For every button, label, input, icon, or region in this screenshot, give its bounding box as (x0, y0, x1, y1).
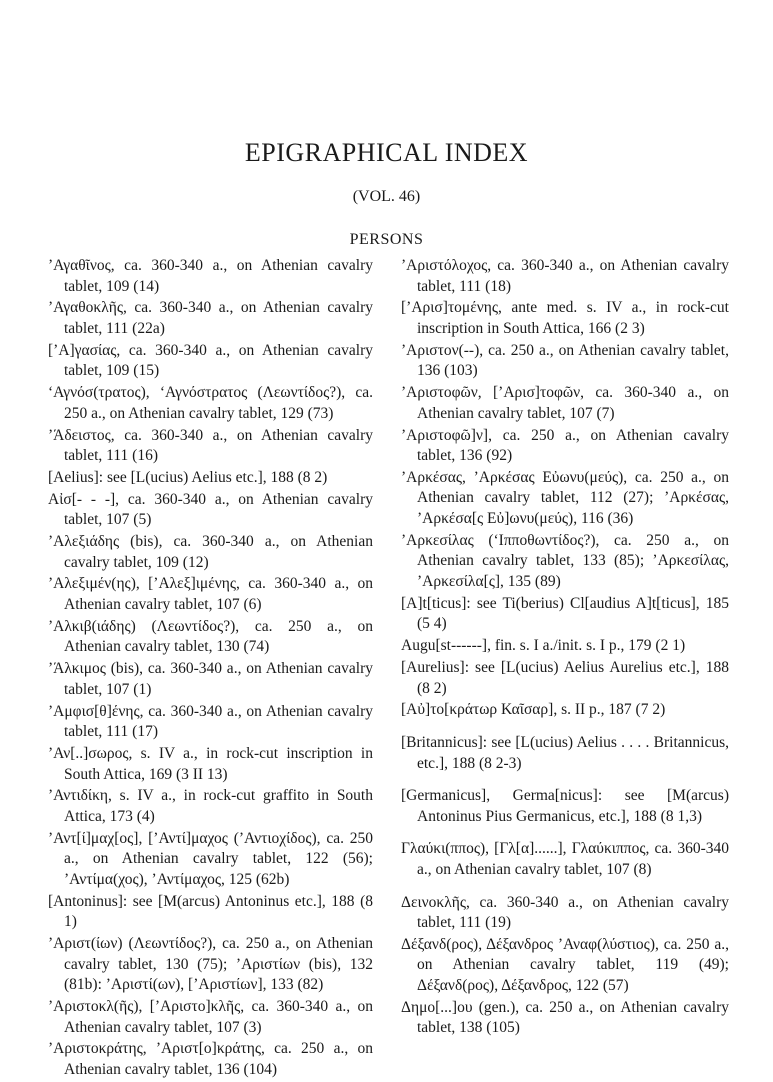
index-entry: ʼΑριστοφῶν, [ʼΑρισ]τοφῶν, ca. 360-340 a., on Athenian cavalry tablet, 107 (7) (401, 384, 729, 422)
volume-label: (VOL. 46) (352, 188, 421, 205)
index-entry: ʼΑλεξιμέν(ης), [ʼΑλεξ]ιμένης, ca. 360-340 a., on Athenian cavalry tablet, 107 (6) (48, 575, 373, 613)
page-title: EPIGRAPHICAL INDEX (244, 138, 529, 167)
index-entry: Δημο[...]ου (gen.), ca. 250 a., on Athenian cavalry tablet, 138 (105) (401, 998, 729, 1037)
index-entry: Αἰσ[- - -], ca. 360-340 a., on Athenian cavalry tablet, 107 (5) (48, 490, 373, 529)
index-entry: Δέξανδ(ρος), Δέξανδρος ʼΑναφ(λύστιος), ca. 250 a., on Athenian cavalry tablet, 119 (49); Δέξανδ(ρος), Δέξανδρος, 122 (57) (401, 935, 729, 995)
index-entry: [Antoninus]: see [M(arcus) Antoninus etc.], 188 (8 1) (48, 892, 373, 931)
index-entry: ʼΑριστοκλ(ῆς), [ʼΑριστο]κλῆς, ca. 360-340 a., on Athenian cavalry tablet, 107 (3) (48, 997, 373, 1036)
index-entry: ʼΑρκεσίλας (ʻΙπποθωντίδος?), ca. 250 a., on Athenian cavalry tablet, 133 (85); ʼΑρκεσίλας, ʼΑρκεσίλα[ς], 135 (89) (401, 531, 729, 591)
index-entry: ʼΑλκιβ(ιάδης) (Λεωντίδος?), ca. 250 a., on Athenian cavalry tablet, 130 (74) (48, 617, 373, 656)
index-entry: ʼΑριστον(--), ca. 250 a., on Athenian cavalry tablet, 136 (103) (401, 341, 729, 380)
index-entry: ʼΑμφισ[θ]ένης, ca. 360-340 a., on Athenian cavalry tablet, 111 (17) (48, 702, 373, 741)
index-entry: ʼΆδειστος, ca. 360-340 a., on Athenian cavalry tablet, 111 (16) (48, 426, 373, 465)
index-entry: ʻΑγνόσ(τρατος), ʻΑγνόστρατος (Λεωντίδος?), ca. 250 a., on Athenian cavalry tablet, 129 (73) (48, 384, 373, 422)
index-entry: Δεινοκλῆς, ca. 360-340 a., on Athenian cavalry tablet, 111 (19) (401, 893, 729, 932)
index-entry: [Germanicus], Germa[nicus]: see [M(arcus) Antoninus Pius Germanicus, etc.], 188 (8 1,3) (401, 787, 729, 825)
index-entry: ʼΑρκέσας, ʼΑρκέσας Εὐωνυ(μεύς), ca. 250 a., on Athenian cavalry tablet, 112 (27); ʼΑρκέσας, ʼΑρκέσα[ς Εὐ]ωνυ(μεύς), 116 (36) (401, 468, 729, 528)
index-entry: [ʼΑρισ]τομένης, ante med. s. IV a., in rock-cut inscription in South Attica, 166 (2 3) (401, 299, 729, 337)
index-entry: ʼΑντ[ί]μαχ[ος], [ʼΑντί]μαχος (ʼΑντιοχίδος), ca. 250 a., on Athenian cavalry tablet, 122 (56); ʼΑντίμα(χος), ʼΑντίμαχος, 125 (62b) (48, 829, 373, 888)
index-entry: ʼΑλεξιάδης (bis), ca. 360-340 a., on Athenian cavalry tablet, 109 (12) (48, 533, 373, 571)
right-column (401, 256, 729, 1040)
index-entry: ʼΑριστ(ίων) (Λεωντίδος?), ca. 250 a., on Athenian cavalry tablet, 130 (75); ʼΑριστίων (bis), 132 (81b): ʼΑριστί(ων), [ʼΑριστίων], 133 (82) (48, 935, 373, 994)
index-entry: [A]t[ticus]: see Ti(berius) Cl[audius A]t[ticus], 185 (5 4) (401, 594, 729, 633)
index-entry: ʼΑγαθῖνος, ca. 360-340 a., on Athenian cavalry tablet, 109 (14) (48, 257, 373, 295)
index-entry: [Britannicus]: see [L(ucius) Aelius . . . . Britannicus, etc.], 188 (8 2-3) (401, 733, 729, 772)
index-entry: [ʼΑ]γασίας, ca. 360-340 a., on Athenian cavalry tablet, 109 (15) (48, 341, 373, 380)
section-heading: PERSONS (349, 231, 424, 248)
index-entry: Γλαύκι(ππος), [Γλ[α]......], Γλαύκιππος, ca. 360-340 a., on Athenian cavalry tablet, 107 (8) (401, 840, 729, 878)
index-entry: ʼΆλκιμος (bis), ca. 360-340 a., on Athenian cavalry tablet, 107 (1) (48, 660, 373, 698)
index-entry: ʼΑριστόλοχος, ca. 360-340 a., on Athenian cavalry tablet, 111 (18) (401, 257, 729, 295)
index-entry: ʼΑντιδίκη, s. IV a., in rock-cut graffito in South Attica, 173 (4) (48, 787, 373, 825)
left-column (48, 256, 373, 1082)
index-entry: ʼΑριστοφῶ]ν], ca. 250 a., on Athenian cavalry tablet, 136 (92) (401, 426, 729, 465)
index-entry: [Aelius]: see [L(ucius) Aelius etc.], 188 (8 2) (48, 468, 328, 486)
index-entry: ʼΑγαθοκλῆς, ca. 360-340 a., on Athenian cavalry tablet, 111 (22a) (48, 299, 373, 337)
index-entry: ʼΑν[..]σωρος, s. IV a., in rock-cut inscription in South Attica, 169 (3 II 13) (48, 744, 373, 783)
index-entry: [Αὐ]το[κράτωρ Καῖσαρ], s. II p., 187 (7 2) (401, 701, 666, 719)
index-entry: ʼΑριστοκράτης, ʼΑριστ[ο]κράτης, ca. 250 a., on Athenian cavalry tablet, 136 (104) (48, 1040, 373, 1078)
index-entry: [Aurelius]: see [L(ucius) Aelius Aurelius etc.], 188 (8 2) (401, 658, 729, 697)
index-entry: Augu[st------], fin. s. I a./init. s. I p., 179 (2 1) (401, 637, 686, 655)
